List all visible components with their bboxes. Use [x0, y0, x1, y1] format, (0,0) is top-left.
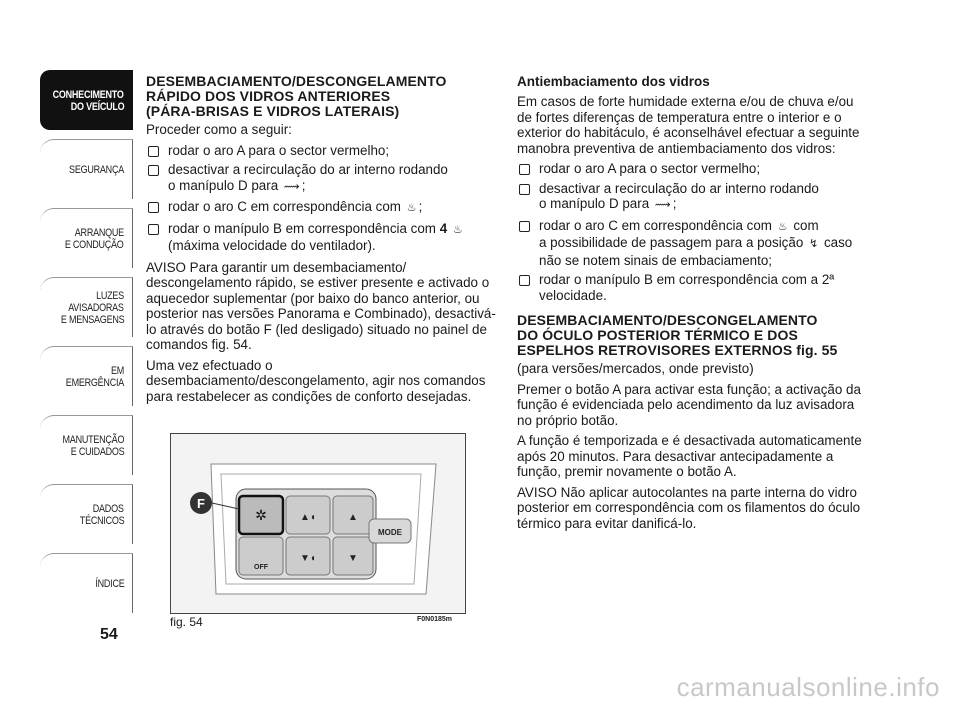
figure-caption: fig. 54	[170, 615, 203, 629]
chapter-tab-label: ÍNDICE	[94, 577, 124, 590]
chapter-tab-label: CONHECIMENTO	[52, 88, 124, 101]
paragraph: Premer o botão A para activar esta função; a activação da função é evidenciada pelo acendimento da luz avisadora no próprio botão.	[517, 381, 861, 428]
paragraph: Uma vez efectuado o desembaciamento/descongelamento, agir nos comandos para restabelecer as condições de conforto desejadas.	[146, 357, 486, 404]
figure-control-panel	[170, 433, 466, 614]
off-label: OFF	[254, 564, 268, 571]
recirculation-off-icon: ⟿	[283, 180, 300, 193]
callout-f: F	[197, 496, 205, 511]
recirculation-off-icon: ⟿	[654, 199, 671, 211]
chapter-tab-label: MANUTENÇÃO	[62, 433, 124, 446]
chapter-tab[interactable]	[40, 277, 133, 337]
chapter-tab[interactable]	[40, 415, 133, 475]
watermark: carmanualsonline.info	[676, 672, 940, 702]
chapter-tab-label: DADOS	[93, 502, 124, 515]
mode-label: MODE	[378, 528, 402, 537]
chapter-sidebar	[40, 70, 133, 622]
subheading-note: (para versões/mercados, onde previsto)	[517, 361, 754, 376]
list-item: rodar o aro A para o sector vermelho;	[146, 143, 496, 159]
intro-text: Proceder como a seguir:	[146, 122, 292, 137]
svg-text:▼◖: ▼◖	[300, 553, 316, 564]
svg-text:▲: ▲	[348, 512, 358, 523]
svg-text:▼: ▼	[348, 553, 358, 564]
chapter-tab-label: AVISADORAS	[68, 301, 124, 314]
section-heading-antifog: Antiembaciamento dos vidros	[517, 74, 710, 89]
aviso-text: AVISO Não aplicar autocolantes na parte interna do vidro posterior em correspondência com os filamentos do óculo térmico para evitar danificá-lo.	[517, 484, 861, 531]
list-item: desactivar a recirculação do ar interno rodando o manípulo D para ⟿ ;	[517, 181, 869, 214]
chapter-tab-label: LUZES	[96, 289, 124, 302]
paragraph: A função é temporizada e é desactivada automaticamente após 20 minutos. Para desactivar antecipadamente a função, premir novamente o botão A.	[517, 433, 862, 479]
fan-icon: ✲	[255, 507, 267, 523]
chapter-tab-label: E MENSAGENS	[60, 313, 124, 326]
chapter-tab-label: EM EMERGÊNCIA	[65, 364, 124, 389]
chapter-tab-label: TÉCNICOS	[79, 514, 124, 527]
chapter-tab[interactable]	[40, 484, 133, 544]
section-heading-rapid-defrost: DESEMBACIAMENTO/DESCONGELAMENTO RÁPIDO DOS VIDROS ANTERIORES (PÁRA-BRISAS E VIDROS LATERAIS)	[146, 73, 447, 119]
list-item: rodar o aro A para o sector vermelho;	[517, 161, 869, 177]
list-item: rodar o manípulo B em correspondência com a 2ª velocidade.	[517, 272, 869, 303]
svg-text:▲◖: ▲◖	[300, 512, 316, 523]
windshield-defrost-icon: ♨	[452, 223, 463, 236]
chapter-tab-label: SEGURANÇA	[69, 163, 124, 176]
chapter-tab[interactable]	[40, 553, 133, 613]
right-column	[517, 74, 869, 536]
control-panel-illustration	[171, 434, 465, 613]
chapter-tab-label: DO VEÍCULO	[70, 100, 124, 113]
chapter-tab-label: E CUIDADOS	[70, 445, 124, 458]
left-column	[146, 74, 496, 409]
chapter-tab-label: ARRANQUE	[74, 226, 124, 239]
windshield-defrost-icon: ♨	[777, 220, 788, 233]
defrost-footwell-icon: ↯	[809, 238, 819, 250]
list-item: rodar o aro C em correspondência com ♨ com a possibilidade de passagem para a posição ↯ caso não se notem sinais de embaciamento;	[517, 218, 869, 269]
section-heading-rear-window: DESEMBACIAMENTO/DESCONGELAMENTO DO ÓCULO POSTERIOR TÉRMICO E DOS ESPELHOS RETROVISORES EXTERNOS fig. 55	[517, 312, 838, 358]
list-item: rodar o manípulo B em correspondência com 4 ♨ (máxima velocidade do ventilador).	[146, 221, 496, 254]
paragraph: Em casos de forte humidade externa e/ou de chuva e/ou de fortes diferenças de temperatura entre o interior e o exterior do habitáculo, é aconselhável efectuar a seguinte manobra preventiva de antiembaciamento dos vidros:	[517, 94, 860, 156]
page-number: 54	[100, 626, 118, 643]
steps-list	[517, 161, 869, 303]
steps-list	[146, 143, 496, 254]
chapter-tab[interactable]	[40, 208, 133, 268]
chapter-tab-label: E CONDUÇÃO	[65, 238, 124, 251]
aviso-text: AVISO Para garantir um desembaciamento/ descongelamento rápido, se estiver presente e activado o aquecedor suplementar (por baixo do banco anterior, ou posterior nas versões Panorama e Combinado), desactivá-lo através do botão F (led desligado) situado no painel de comandos fig. 54.	[146, 259, 496, 352]
chapter-tab[interactable]	[40, 70, 133, 130]
list-item: desactivar a recirculação do ar interno rodando o manípulo D para ⟿ ;	[146, 162, 496, 195]
list-item: rodar o aro C em correspondência com ♨ ;	[146, 199, 496, 217]
figure-code: F0N0185m	[417, 616, 453, 623]
chapter-tab[interactable]	[40, 139, 133, 199]
windshield-defrost-icon: ♨	[406, 202, 417, 214]
chapter-tab[interactable]	[40, 346, 133, 406]
